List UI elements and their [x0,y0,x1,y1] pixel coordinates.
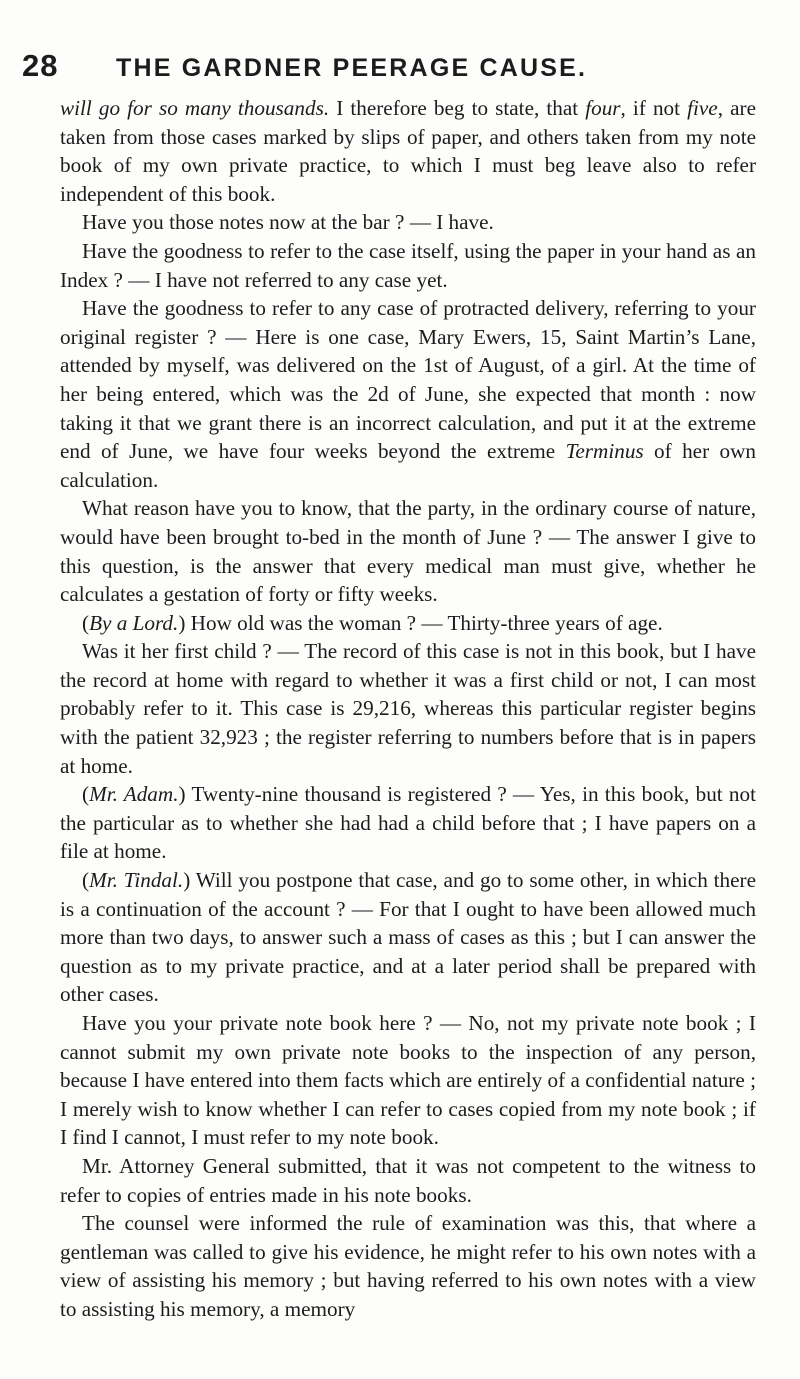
text-run: I therefore beg to state, that [329,96,586,120]
text-run: of her own calculation. [60,439,756,492]
paragraph [60,237,756,294]
paragraph [60,294,756,494]
page-number: 28 [22,48,59,83]
text-run: ) Will you postpone that case, and go to some other, in which there is a continuation of the account ? — For that I ought to have been allowed much more than two days, to answer such a mass of cases as this ; but I can answer the question as to my private practice, and at a later period shall be prepared with other cases. [60,868,756,1007]
paragraph [60,780,756,866]
text-run: , are taken from those cases marked by slips of paper, and others taken from my note book of my own private practice, to which I must beg leave also to refer independent of this book. [60,96,756,206]
italic-text: Mr. Tindal. [89,868,184,893]
text-run: Mr. Attorney General submitted, that it was not competent to the witness to refer to copies of entries made in his note books. [60,1153,756,1207]
italic-text: five [687,96,718,120]
running-header [22,48,742,84]
paragraph [60,866,756,1009]
paragraph [60,1209,756,1323]
text-run: ( [82,868,90,893]
italic-text: will go for so many thousands. [60,96,330,120]
paragraph [60,1009,756,1152]
paragraph [60,494,756,608]
text-run: Have you your private note book here ? — No, not my private note book ; I cannot submit my own private note books to the inspection of any person, because I have entered into them facts which are entirely of a confidential nature ; I merely wish to know whether I can refer to cases copied from my note book ; if I find I cannot, I must refer to my note book. [60,1011,756,1150]
italic-text: Terminus [565,439,644,464]
italic-text: Mr. Adam. [89,782,179,807]
body-text [60,94,756,1324]
paragraph [60,637,756,780]
text-run: What reason have you to know, that the party, in the ordinary course of nature, would have been brought to-bed in the month of June ? — The answer I give to this question, is the answer that every medical man must give, whether he calculates a gestation of forty or fifty weeks. [60,496,756,607]
paragraph [60,1152,756,1209]
text-run: Have the goodness to refer to any case of protracted delivery, referring to your original register ? — Here is one case, Mary Ewers, 15, Saint Martin’s Lane, attended by myself, was delivered on the 1st of August, of a girl. At the time of her being entered, which was the 2d of June, she expected that month : now taking it that we grant there is an incorrect calculation, and put it at the extreme end of June, we have four weeks beyond the extreme [60,296,756,464]
text-run: Have the goodness to refer to the case itself, using the paper in your hand as an Index ? — I have not referred to any case yet. [60,238,756,292]
italic-text: By a Lord. [89,610,179,635]
text-run: The counsel were informed the rule of examination was this, that where a gentleman was called to give his evidence, he might refer to his own notes with a view of assisting his memory ; but having referred to his own notes with a view to assisting his memory, a memory [60,1211,756,1321]
text-run: ( [82,610,90,635]
text-run: , if not [620,96,688,120]
text-run: Have you those notes now at the bar ? — I have. [82,210,494,235]
text-run: ( [82,782,90,807]
italic-text: four [585,96,621,120]
paragraph [60,208,756,237]
paragraph [60,609,756,638]
running-title: THE GARDNER PEERAGE CAUSE. [116,54,588,82]
text-run: ) Twenty-nine thousand is registered ? — Yes, in this book, but not the particular as to whether she had had a child before that ; I have papers on a file at home. [60,782,756,864]
text-run: ) How old was the woman ? — Thirty-three years of age. [178,610,663,635]
text-run: Was it her first child ? — The record of this case is not in this book, but I have the record at home with regard to whether it was a first child or not, I can most probably refer to it. This case is 29,216, whereas this particular register begins with the patient 32,923 ; the register referring to numbers before that is in papers at home. [60,639,756,778]
paragraph [60,94,756,208]
